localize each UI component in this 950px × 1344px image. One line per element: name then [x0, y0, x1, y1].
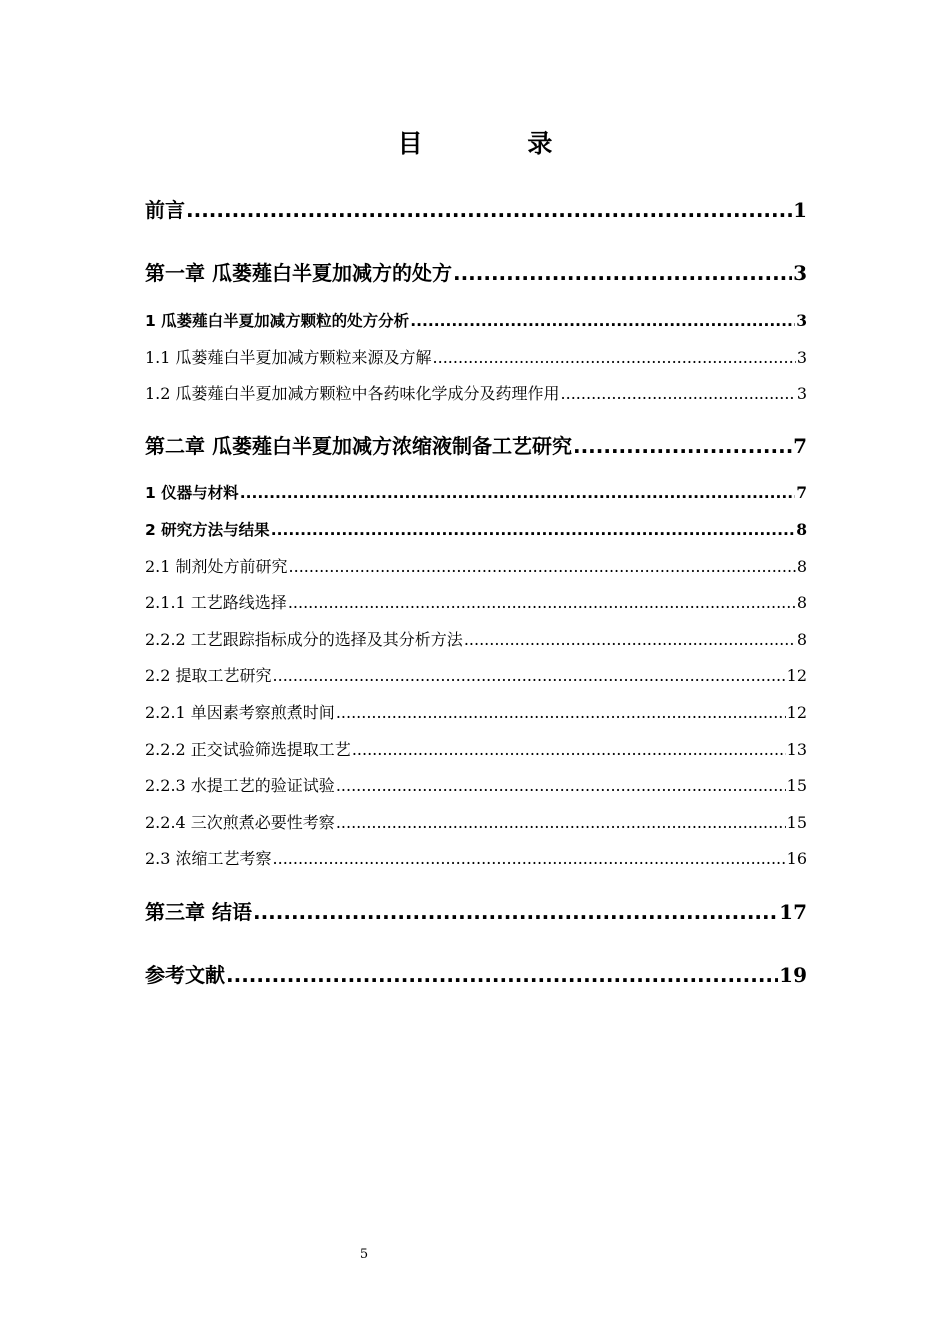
toc-entry-page: 15	[786, 776, 807, 795]
toc-entry-label: 前言	[145, 198, 185, 222]
toc-dot-leader	[464, 630, 796, 649]
toc-entry-page: 3	[796, 348, 807, 367]
toc-dot-leader	[271, 521, 796, 539]
toc-entry-label: 1 瓜蒌薤白半夏加减方颗粒的处方分析	[145, 312, 410, 330]
toc-dot-leader	[253, 900, 778, 924]
toc-dot-leader	[410, 312, 795, 330]
toc-entry[interactable]	[145, 627, 807, 650]
toc-entry-label: 参考文献	[145, 963, 225, 987]
toc-entry-page: 8	[796, 593, 807, 612]
toc-entry[interactable]	[145, 194, 807, 223]
toc-dot-leader	[226, 963, 778, 987]
toc-entry[interactable]	[145, 309, 807, 331]
toc-entry-label: 第二章 瓜蒌薤白半夏加减方浓缩液制备工艺研究	[145, 434, 572, 458]
page-number: 5	[359, 1247, 369, 1262]
toc-entry[interactable]	[145, 257, 807, 286]
toc-entry-label: 2.2.2 正交试验筛选提取工艺	[145, 740, 351, 759]
toc-entry-page: 3	[793, 261, 807, 285]
toc-dot-leader	[186, 198, 792, 222]
toc-entry[interactable]	[145, 810, 807, 833]
toc-entry-label: 1.1 瓜蒌薤白半夏加减方颗粒来源及方解	[145, 348, 432, 367]
toc-entry[interactable]	[145, 554, 807, 577]
toc-entry-page: 16	[786, 849, 807, 868]
toc-entry-page: 12	[786, 666, 807, 685]
toc-entry-label: 1.2 瓜蒌薤白半夏加减方颗粒中各药味化学成分及药理作用	[145, 384, 560, 403]
toc-entry-page: 17	[779, 900, 807, 924]
toc-dot-leader	[352, 740, 786, 759]
toc-dot-leader	[289, 557, 796, 576]
toc-entry-label: 2.2.3 水提工艺的验证试验	[145, 776, 335, 795]
toc-dot-leader	[561, 384, 796, 403]
toc-entry-page: 1	[793, 198, 807, 222]
toc-entry[interactable]	[145, 959, 807, 988]
toc-entry[interactable]	[145, 481, 807, 503]
toc-entry-label: 2.3 浓缩工艺考察	[145, 849, 272, 868]
toc-entry-page: 3	[796, 311, 807, 330]
toc-entry[interactable]	[145, 430, 807, 459]
toc-entry-page: 3	[796, 384, 807, 403]
toc-entry-label: 2.2 提取工艺研究	[145, 666, 272, 685]
toc-dot-leader	[433, 348, 796, 367]
toc-entry-page: 8	[796, 520, 807, 539]
toc-entry-page: 8	[796, 557, 807, 576]
toc-entry-page: 13	[786, 740, 807, 759]
toc-entry[interactable]	[145, 381, 807, 404]
toc-entry-page: 19	[779, 963, 807, 987]
toc-entry[interactable]	[145, 773, 807, 796]
toc-entry[interactable]	[145, 700, 807, 723]
toc-dot-leader	[573, 434, 792, 458]
toc-dot-leader	[288, 593, 796, 612]
toc-entry[interactable]	[145, 590, 807, 613]
toc-dot-leader	[336, 703, 786, 722]
toc-entry[interactable]	[145, 663, 807, 686]
toc-entry-page: 12	[786, 703, 807, 722]
toc-dot-leader	[453, 261, 792, 285]
toc-dot-leader	[336, 813, 786, 832]
toc-entry-label: 1 仪器与材料	[145, 484, 239, 502]
toc-entry-label: 第一章 瓜蒌薤白半夏加减方的处方	[145, 261, 452, 285]
toc-dot-leader	[273, 666, 786, 685]
toc-entry-label: 2.1.1 工艺路线选择	[145, 593, 287, 612]
toc-title: 目 录	[397, 129, 601, 158]
toc-dot-leader	[273, 849, 786, 868]
toc-entry-page: 8	[796, 630, 807, 649]
toc-entry-page: 7	[793, 434, 807, 458]
toc-entry-label: 2 研究方法与结果	[145, 521, 270, 539]
toc-entry[interactable]	[145, 345, 807, 368]
toc-dot-leader	[336, 776, 786, 795]
toc-entry[interactable]	[145, 846, 807, 869]
toc-entry-label: 2.2.1 单因素考察煎煮时间	[145, 703, 335, 722]
toc-entry-label: 2.1 制剂处方前研究	[145, 557, 288, 576]
toc-entry[interactable]	[145, 518, 807, 540]
toc-entry-page: 7	[796, 483, 807, 502]
toc-entry-page: 15	[786, 813, 807, 832]
toc-entry-label: 2.2.2 工艺跟踪指标成分的选择及其分析方法	[145, 630, 463, 649]
toc-dot-leader	[240, 484, 796, 502]
toc-entry-label: 2.2.4 三次煎煮必要性考察	[145, 813, 335, 832]
toc-entry[interactable]	[145, 896, 807, 925]
toc-entry-label: 第三章 结语	[145, 900, 252, 924]
toc-entry[interactable]	[145, 737, 807, 760]
